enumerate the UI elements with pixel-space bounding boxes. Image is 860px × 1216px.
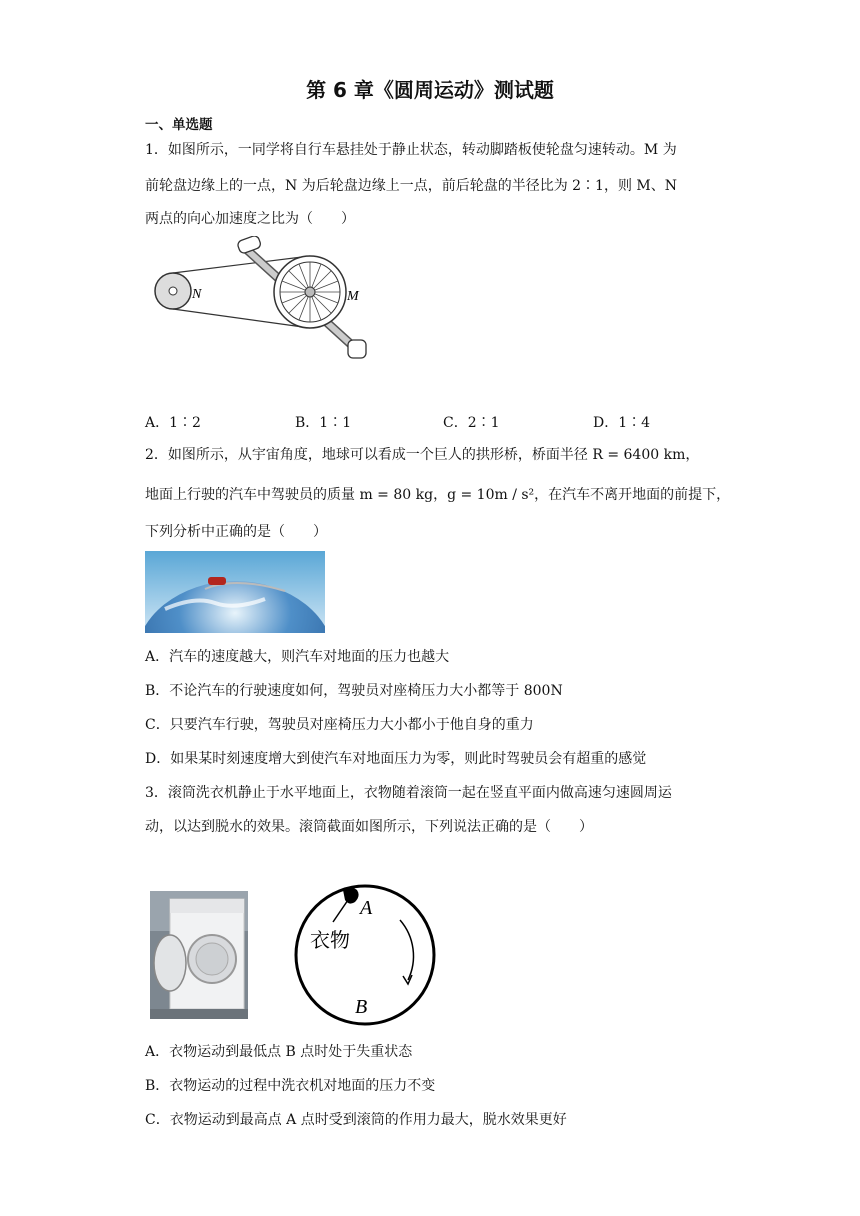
q2-option-a: A．汽车的速度越大，则汽车对地面的压力也越大	[145, 649, 450, 665]
q2-option-d: D．如果某时刻速度增大到使汽车对地面压力为零，则此时驾驶员会有超重的感觉	[145, 751, 647, 767]
q1-option-a: A．1∶2	[145, 415, 201, 431]
washing-machine-photo	[150, 891, 248, 1019]
q3-option-b: B．衣物运动的过程中洗衣机对地面的压力不变	[145, 1078, 436, 1094]
q3-option-a: A．衣物运动到最低点 B 点时处于失重状态	[145, 1044, 413, 1060]
q2-option-b: B．不论汽车的行驶速度如何，驾驶员对座椅压力大小都等于 800N	[145, 683, 563, 699]
pedal-bottom	[348, 340, 366, 358]
q1-option-d: D．1∶4	[593, 415, 651, 431]
page-title: 第 6 章《圆周运动》测试题	[306, 78, 554, 102]
washer-door	[154, 935, 186, 991]
earth-bridge-image	[145, 551, 325, 633]
q3-text-line-1: 3．滚筒洗衣机静止于水平地面上，衣物随着滚筒一起在竖直平面内做高速匀速圆周运	[145, 785, 672, 801]
drum-cross-section-figure	[290, 880, 440, 1030]
label-cloth: 衣物	[310, 928, 350, 952]
car	[208, 577, 226, 585]
q1-text-line-1: 1．如图所示，一同学将自行车悬挂处于静止状态，转动脚踏板使轮盘匀速转动。M 为	[145, 142, 677, 158]
q1-option-c: C．2∶1	[443, 415, 500, 431]
q2-option-c: C．只要汽车行驶，驾驶员对座椅压力大小都小于他自身的重力	[145, 717, 534, 733]
rotation-arrow	[400, 920, 413, 980]
q3-option-c: C．衣物运动到最高点 A 点时受到滚筒的作用力最大，脱水效果更好	[145, 1112, 567, 1128]
label-a: A	[360, 897, 373, 919]
q2-text-line-2: 地面上行驶的汽车中驾驶员的质量 m = 80 kg，g = 10m / s²，在汽车不离开地面的前提下，	[145, 487, 731, 503]
label-m: M	[347, 289, 359, 304]
q3-text-line-2: 动，以达到脱水的效果。滚筒截面如图所示，下列说法正确的是（ ）	[145, 819, 593, 835]
cloth-blob	[343, 887, 359, 904]
section-heading: 一、单选题	[145, 117, 213, 133]
pedal-top	[237, 236, 262, 254]
label-b: B	[355, 996, 368, 1018]
q2-text-line-1: 2．如图所示，从宇宙角度，地球可以看成一个巨人的拱形桥，桥面半径 R = 6400 km，	[145, 447, 700, 463]
q2-text-line-3: 下列分析中正确的是（ ）	[145, 524, 327, 540]
q1-text-line-2: 前轮盘边缘上的一点，N 为后轮盘边缘上一点，前后轮盘的半径比为 2∶1，则 M、N	[145, 178, 677, 194]
bicycle-pedal-figure	[150, 236, 380, 366]
label-n: N	[192, 287, 202, 302]
q1-option-b: B．1∶1	[295, 415, 352, 431]
q1-text-line-3: 两点的向心加速度之比为（ ）	[145, 211, 355, 227]
